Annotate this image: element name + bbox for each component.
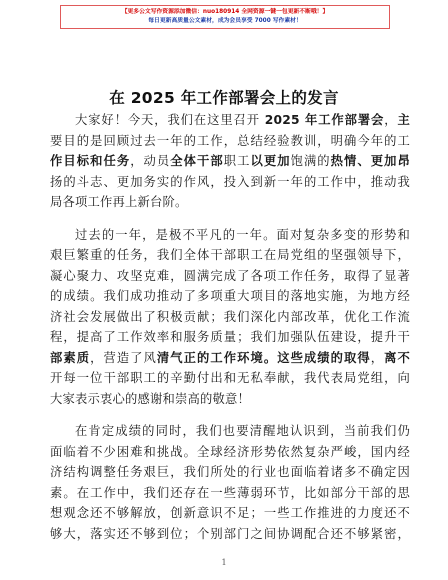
text-line xyxy=(50,245,410,266)
text-line xyxy=(50,266,410,287)
text-line xyxy=(50,368,410,389)
text-line xyxy=(50,483,410,504)
text-run: 开每一位干部职工的辛勤付出和无私奉献，我代表局党组，向 xyxy=(50,371,410,385)
text-run: 热情、更加昂 xyxy=(330,154,410,168)
text-run: 凝心聚力、攻坚克难，圆满完成了各项工作任务，取得了显著 xyxy=(50,268,410,283)
document-title: 在 2025 年工作部署会上的发言 xyxy=(109,89,339,107)
text-run: 职工 xyxy=(223,154,251,168)
text-line xyxy=(50,172,410,193)
text-run: ，营造了风 xyxy=(90,350,157,365)
text-run: 大家好！今天，我们在这里召开 xyxy=(75,113,265,127)
text-run: 面临着不少困难和挑战。全球经济形势依然复杂严峻，国内经 xyxy=(50,444,410,459)
paragraph xyxy=(50,225,410,410)
text-line xyxy=(50,110,410,131)
text-run: 清气正的工作环境。这些成绩的取得 xyxy=(156,350,371,365)
text-run: 济结构调整任务艰巨，我们所处的行业也面临着诸多不确定因 xyxy=(50,465,410,479)
text-run: 扬的斗志、更加务实的作风，投入到新一年的工作中，推动我 xyxy=(50,174,410,189)
text-run: 以更加 xyxy=(250,154,291,168)
text-line xyxy=(50,503,410,524)
text-line xyxy=(50,421,410,442)
text-run: ， xyxy=(384,113,398,127)
text-run: 素。在工作中，我们还存在一些薄弱环节，比如部分干部的思 xyxy=(50,485,410,500)
text-line xyxy=(50,286,410,307)
paragraph xyxy=(50,110,410,213)
text-line xyxy=(50,462,410,483)
text-run: 够大，落实还不够到位；个别部门之间协调配合还不够紧密， xyxy=(50,526,410,541)
text-run: 在肯定成绩的同时，我们也要清醒地认识到，当前我们仍 xyxy=(75,424,410,438)
text-line xyxy=(50,151,410,172)
text-line xyxy=(50,524,410,545)
text-run: 的成绩。我们成功推动了多项重大项目的落地实施，为地方经 xyxy=(50,289,410,303)
document-body xyxy=(50,110,410,556)
text-run: 济社会发展做出了积极贡献；我们深化内部改革，优化工作流 xyxy=(50,309,410,324)
text-run: 艰巨繁重的任务，我们全体干部职工在局党组的坚强领导下， xyxy=(50,248,410,262)
text-line xyxy=(50,442,410,463)
paragraph xyxy=(50,421,410,544)
text-run: 离不 xyxy=(384,350,410,365)
promo-banner xyxy=(60,5,390,29)
text-run: 大家表示衷心的感谢和崇高的敬意！ xyxy=(50,391,250,406)
text-line xyxy=(50,307,410,328)
text-run: 想观念还不够解放，创新意识不足；一些工作推进的力度还不 xyxy=(50,506,410,520)
text-line xyxy=(50,348,410,369)
text-run: 主 xyxy=(397,113,410,127)
text-run: 作目标和任务 xyxy=(50,154,131,168)
text-line xyxy=(50,327,410,348)
promo-banner-line-2: 每日更新高质量公文素材，成为会员享受 7000 写作素材！ xyxy=(148,18,302,24)
text-run: 要目的是回顾过去一年的工作，总结经验教训，明确今年的工 xyxy=(50,133,410,148)
text-line xyxy=(50,225,410,246)
text-run: ， xyxy=(370,350,385,365)
text-run: 2025 年工作部署会 xyxy=(264,113,385,127)
text-run: 过去的一年，是极不平凡的一年。面对复杂多变的形势和 xyxy=(75,227,410,242)
text-line xyxy=(50,389,410,410)
text-run: 饱满的 xyxy=(290,154,331,168)
text-line xyxy=(50,192,410,213)
page-number: 1 xyxy=(221,558,227,567)
text-line xyxy=(50,131,410,152)
text-run: ，动员 xyxy=(130,154,171,168)
promo-banner-line-1: 【更多公文写作资源添加微信：nuo180914 全网资源一键一包更新不断哦！】 xyxy=(121,9,329,15)
text-run: 程，提高了工作效率和服务质量；我们加强队伍建设，提升干 xyxy=(50,330,410,344)
text-run: 全体干部 xyxy=(170,154,224,168)
text-run: 局各项工作再上新台阶。 xyxy=(50,195,188,209)
text-run: 部素质 xyxy=(50,350,91,365)
